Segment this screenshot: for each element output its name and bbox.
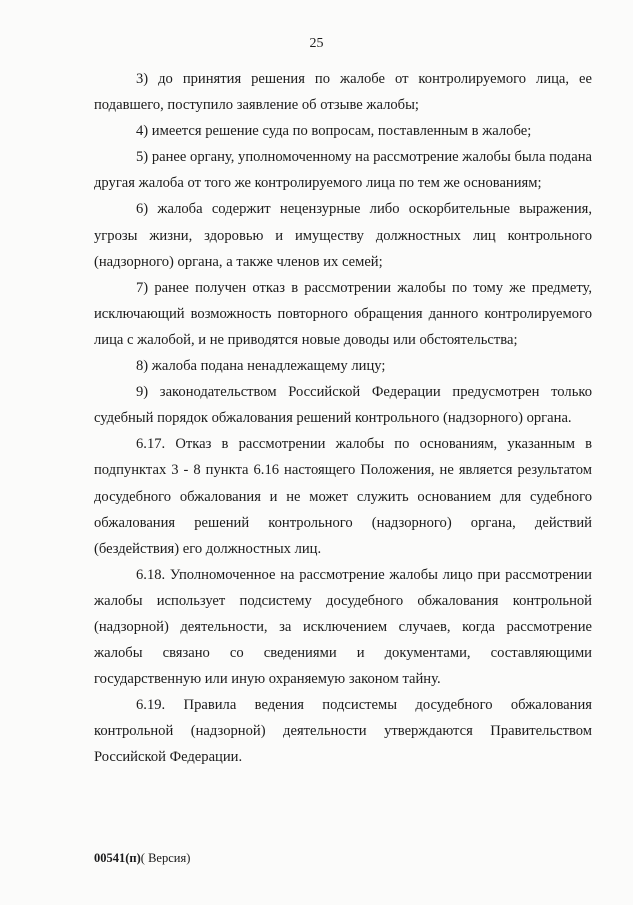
- document-body: [94, 66, 592, 771]
- page-number: 25: [309, 36, 324, 51]
- paragraph-item-4: 4) имеется решение суда по вопросам, поставленным в жалобе;: [136, 123, 532, 140]
- paragraph-item-6: 6) жалоба содержит нецензурные либо оскорбительные выражения, угрозы жизни, здоровью и имуществу должностных лиц контрольного (надзорного) органа, а также членов их семей;: [94, 201, 592, 270]
- paragraph-6-18: 6.18. Уполномоченное на рассмотрение жалобы лицо при рассмотрении жалобы использует подсистему досудебного обжалования контрольной (надзорной) деятельности, за исключением случаев, когда рассмотрение жалобы связано со сведениями и документами, составляющими государственную или иную охраняемую законом тайну.: [94, 566, 592, 688]
- paragraph-item-8: 8) жалоба подана ненадлежащему лицу;: [136, 358, 386, 375]
- document-code: 00541(п): [94, 851, 141, 865]
- document-footer: [94, 851, 190, 866]
- document-version-label: ( Версия): [140, 851, 191, 865]
- paragraph-item-3: 3) до принятия решения по жалобе от контролируемого лица, ее подавшего, поступило заявление об отзыве жалобы;: [94, 71, 592, 114]
- paragraph-item-7: 7) ранее получен отказ в рассмотрении жалобы по тому же предмету, исключающий возможность повторного обращения данного контролируемого лица с жалобой, и не приводятся новые доводы или обстоятельства;: [94, 279, 592, 348]
- paragraph-6-17: 6.17. Отказ в рассмотрении жалобы по основаниям, указанным в подпунктах 3 - 8 пункта 6.16 настоящего Положения, не является результатом досудебного обжалования и не может служить основанием для судебного обжалования решений контрольного (надзорного) органа, действий (бездействия) его должностных лиц.: [94, 436, 592, 557]
- paragraph-item-9: 9) законодательством Российской Федерации предусмотрен только судебный порядок обжалования решений контрольного (надзорного) органа.: [94, 384, 592, 427]
- paragraph-6-19: 6.19. Правила ведения подсистемы досудебного обжалования контрольной (надзорной) деятельности утверждаются Правительством Российской Федерации.: [94, 697, 592, 766]
- paragraph-item-5: 5) ранее органу, уполномоченному на рассмотрение жалобы была подана другая жалоба от того же контролируемого лица по тем же основаниям;: [94, 149, 592, 192]
